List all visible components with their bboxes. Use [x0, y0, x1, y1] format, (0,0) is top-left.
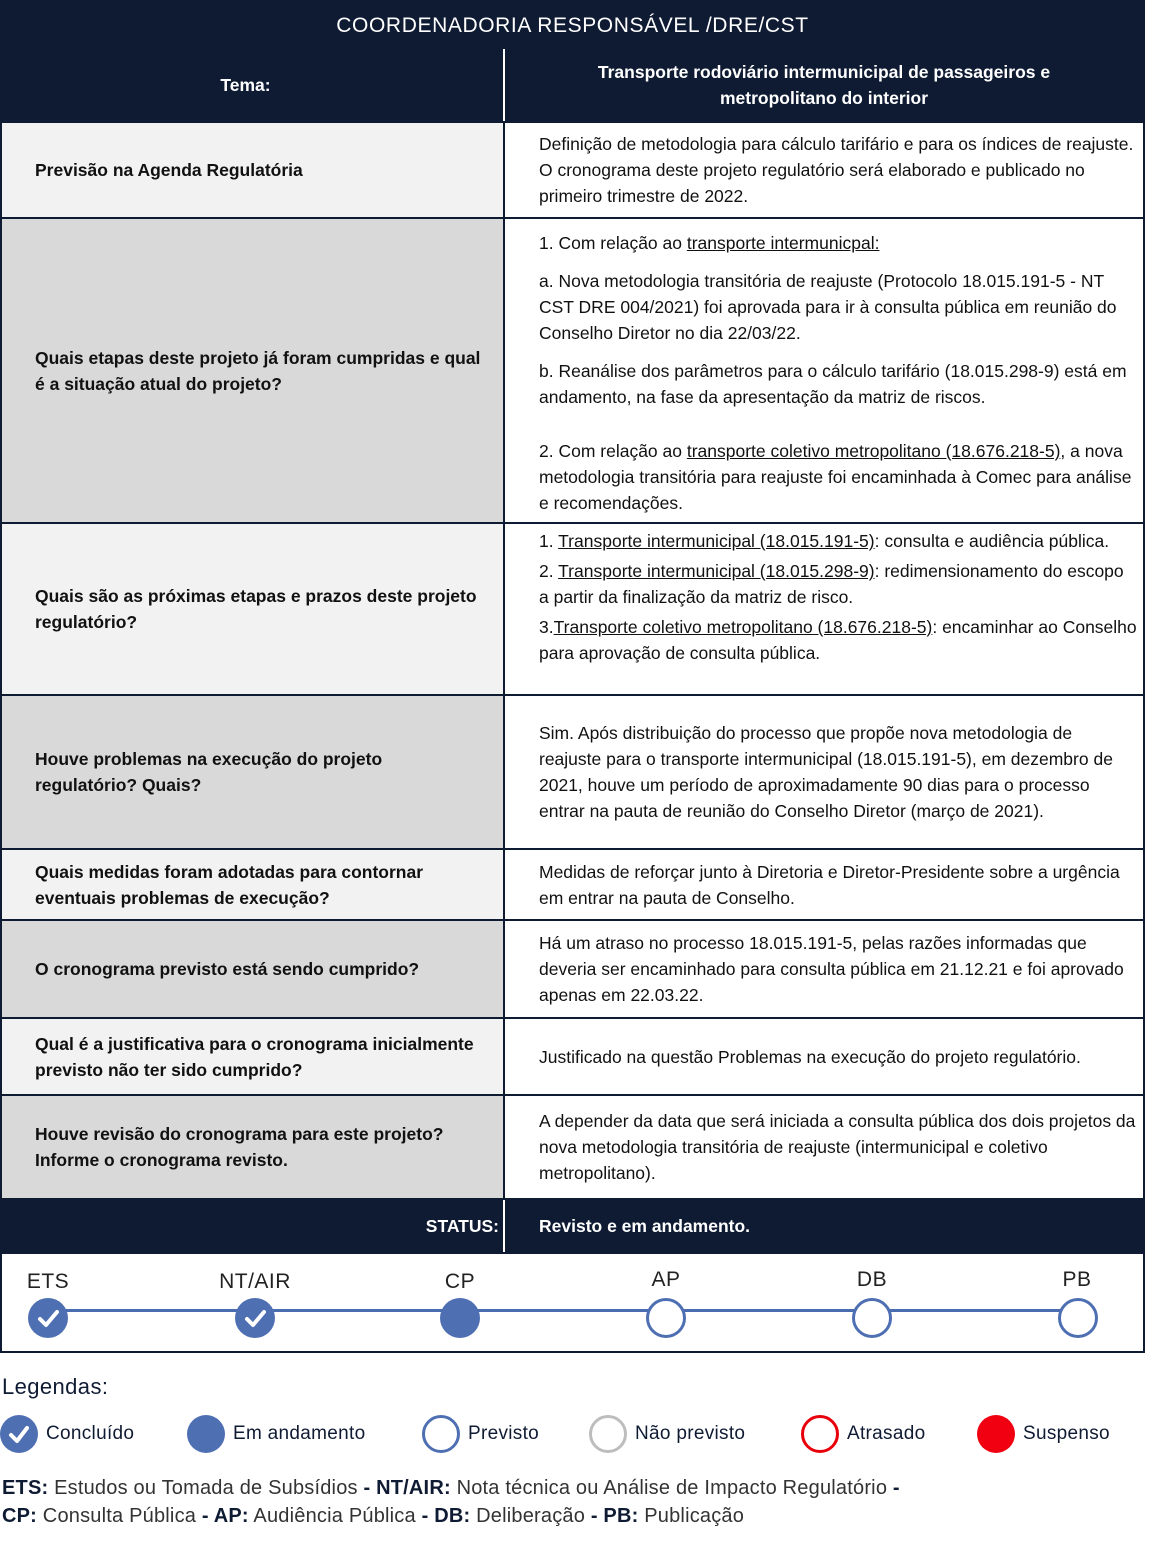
stage-label-cp: CP [444, 1270, 476, 1293]
question-revision: Houve revisão do cronograma para este projeto? Informe o cronograma revisto. [2, 1096, 505, 1198]
stages-p4-link: transporte coletivo metropolitano (18.676.218-5) [686, 441, 1061, 461]
question-agenda: Previsão na Agenda Regulatória [2, 123, 505, 217]
legend-label-nao-previsto: Não previsto [635, 1423, 746, 1444]
next-i2-prefix: 2. [539, 561, 559, 581]
theme-label: Tema: [2, 49, 505, 121]
progress-timeline [2, 1254, 1143, 1353]
stages-paragraph-4 [539, 438, 1137, 516]
status-value: Revisto e em andamento. [539, 1216, 751, 1236]
answer-justification: Justificado na questão Problemas na execução do projeto regulatório. [539, 1046, 1081, 1067]
abbr-ap-key: - AP: [201, 1505, 249, 1527]
abbr-nt-key: - NT/AIR: [363, 1477, 451, 1499]
question-justification: Qual é a justificativa para o cronograma inicialmente previsto não ter sido cumprido? [2, 1019, 505, 1094]
status-row [2, 1200, 1143, 1254]
legend-not-planned-icon [589, 1415, 627, 1453]
stages-paragraph-1 [539, 230, 1137, 256]
next-i1-link: Transporte intermunicipal (18.015.191-5) [558, 531, 875, 551]
theme-value: Transporte rodoviário intermunicipal de passageiros e metropolitano do interior [597, 62, 1051, 108]
stage-pb-planned-icon [1058, 1298, 1098, 1338]
row-measures [2, 850, 1143, 921]
timeline-line [49, 1309, 1078, 1312]
question-measures: Quais medidas foram adotadas para contornar eventuais problemas de execução? [2, 850, 505, 919]
abbr-ap-value: Audiência Pública [248, 1505, 422, 1527]
theme-row [2, 49, 1143, 123]
next-i2-link: Transporte intermunicipal (18.015.298-9) [558, 561, 875, 581]
stages-p1-prefix: 1. Com relação ao [539, 233, 687, 253]
stage-label-pb: PB [1062, 1268, 1092, 1291]
legend-item-previsto [422, 1414, 539, 1454]
legend-item-nao-previsto [589, 1414, 745, 1454]
abbr-dash: - [892, 1477, 900, 1499]
legend-label-atrasado: Atrasado [847, 1423, 926, 1444]
abbr-ets-key: ETS: [2, 1477, 49, 1499]
answer-problems: Sim. Após distribuição do processo que propõe nova metodologia de reajuste para o transporte intermunicipal (18.015.191-5), em dezembro de 2021, houve um período de aproximadamente 90 dias para o processo entrar na pauta de reunião do Conselho Diretor (março de 2021). [539, 723, 1113, 821]
row-schedule [2, 921, 1143, 1019]
answer-agenda: Definição de metodologia para cálculo tarifário e para os índices de reajuste. O cronograma deste projeto regulatório será elaborado e publicado no primeiro trimestre de 2022. [539, 134, 1134, 206]
answer-measures: Medidas de reforçar junto à Diretoria e Diretor-Presidente sobre a urgência em entrar na pauta de Conselho. [539, 861, 1120, 908]
next-item-2 [539, 558, 1137, 610]
legend-item-suspenso [977, 1414, 1110, 1454]
row-justification [2, 1019, 1143, 1096]
stage-nt-air-check-icon [235, 1298, 275, 1338]
stages-p4-suffix: , a nova metodologia transitória para reajuste foi encaminhada à Comec para análise e recomendações. [539, 441, 1132, 513]
legend-delayed-icon [801, 1415, 839, 1453]
abbreviations-line-1 [2, 1473, 1142, 1503]
row-revision [2, 1096, 1143, 1200]
next-i1-suffix: : consulta e audiência pública. [874, 531, 1110, 551]
abbr-cp-value: Consulta Pública [37, 1505, 202, 1527]
question-problems: Houve problemas na execução do projeto regulatório? Quais? [2, 696, 505, 848]
legend-title: Legendas: [2, 1374, 109, 1399]
abbreviations-line-2 [2, 1501, 1142, 1531]
question-schedule: O cronograma previsto está sendo cumprido? [2, 921, 505, 1017]
abbr-nt-value: Nota técnica ou Análise de Impacto Regulatório [450, 1477, 893, 1499]
stages-paragraph-2: a. Nova metodologia transitória de reajuste (Protocolo 18.015.191-5 - NT CST DRE 004/2021) foi aprovada para ir à consulta pública em reunião do Conselho Diretor no dia 22/03/22. [539, 271, 1117, 343]
legend-item-atrasado [801, 1414, 925, 1454]
legend-item-em-andamento [187, 1414, 365, 1454]
next-i3-prefix: 3. [539, 617, 554, 637]
stage-cp-progress-icon [440, 1298, 480, 1338]
row-agenda [2, 123, 1143, 219]
stages-paragraph-3: b. Reanálise dos parâmetros para o cálculo tarifário (18.015.298-9) está em andamento, na fase da apresentação da matriz de riscos. [539, 361, 1127, 407]
row-next [2, 524, 1143, 696]
stage-label-ets: ETS [26, 1270, 70, 1293]
row-problems [2, 696, 1143, 850]
legend-label-previsto: Previsto [468, 1423, 540, 1444]
abbr-ets-value: Estudos ou Tomada de Subsídios [48, 1477, 364, 1499]
legend-check-icon [0, 1415, 38, 1453]
next-i3-suffix: : encaminhar ao Conselho para aprovação de consulta pública. [539, 617, 1137, 663]
stage-label-ap: AP [651, 1268, 681, 1291]
question-stages: Quais etapas deste projeto já foram cumpridas e qual é a situação atual do projeto? [2, 219, 505, 522]
legend-label-concluido: Concluído [46, 1423, 135, 1444]
next-item-3 [539, 614, 1137, 666]
abbr-db-value: Deliberação [470, 1505, 591, 1527]
next-i3-link: Transporte coletivo metropolitano (18.676.218-5) [553, 617, 933, 637]
stage-label-nt-air: NT/AIR [219, 1270, 291, 1293]
legend-suspended-icon [977, 1415, 1015, 1453]
abbr-cp-key: CP: [2, 1505, 38, 1527]
answer-next [505, 524, 1143, 694]
legend-progress-icon [187, 1415, 225, 1453]
legend-label-suspenso: Suspenso [1023, 1423, 1110, 1444]
stage-ap-planned-icon [646, 1298, 686, 1338]
next-item-1 [539, 528, 1137, 554]
status-label: STATUS: [2, 1200, 505, 1252]
next-i1-prefix: 1. [539, 531, 559, 551]
legend-item-concluido [0, 1414, 134, 1454]
stage-db-planned-icon [852, 1298, 892, 1338]
abbr-db-key: - DB: [421, 1505, 471, 1527]
answer-schedule: Há um atraso no processo 18.015.191-5, pelas razões informadas que deveria ser encaminhado para consulta pública em 21.12.21 e foi aprovado apenas em 22.03.22. [539, 933, 1124, 1005]
abbr-pb-value: Publicação [638, 1505, 745, 1527]
row-stages [2, 219, 1143, 524]
stage-label-db: DB [856, 1268, 888, 1291]
page-title: COORDENADORIA RESPONSÁVEL /DRE/CST [2, 2, 1143, 49]
question-next: Quais são as próximas etapas e prazos deste projeto regulatório? [2, 524, 505, 694]
stages-p1-link: transporte intermunicpal: [686, 233, 880, 253]
next-i2-suffix: : redimensionamento do escopo a partir da finalização da matriz de risco. [539, 561, 1124, 607]
abbr-pb-key: - PB: [590, 1505, 639, 1527]
legend-planned-icon [422, 1415, 460, 1453]
legend-label-em-andamento: Em andamento [233, 1423, 366, 1444]
stages-p4-prefix: 2. Com relação ao [539, 441, 687, 461]
answer-stages [505, 219, 1143, 522]
answer-revision: A depender da data que será iniciada a consulta pública dos dois projetos da nova metodologia transitória de reajuste (intermunicipal e coletivo metropolitano). [539, 1111, 1136, 1183]
stage-ets-check-icon [28, 1298, 68, 1338]
